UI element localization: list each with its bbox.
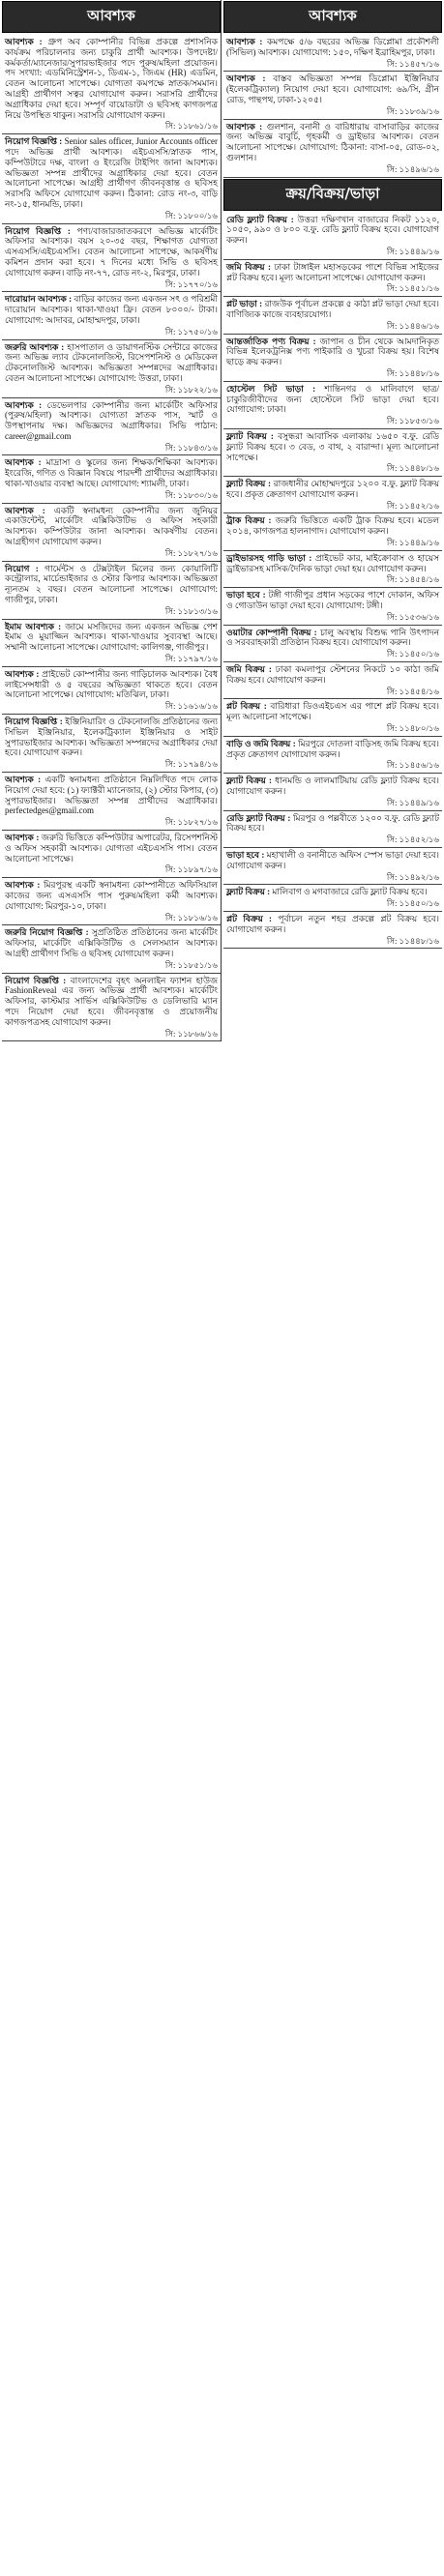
left-ads-list bbox=[2, 35, 221, 1041]
ad-body: গ্রুপ অব কোম্পানীর বিভিন্ন প্রকল্পে প্রশাসনিক কার্যক্রম পরিচালনার জন্য চাকুরি প্রার্থী আবশ্যক। উপদেষ্টা/কর্মকর্তা/ম্যানেজার/সুপারভাইজার পদে পুরুষ/মহিলা প্রয়োজন। পদ সংখ্যা: এডমিনিস্ট্রেশন-১, ডিএম-১, জিএম (HR) এডমিন, বেতন আলোচনা সাপেক্ষে। যোগ্যতা কমপক্ষে স্নাতক/সমমান। আগ্রহী প্রার্থীগণ সত্বর যোগাযোগ করুন। সরাসরি প্রার্থীদের অগ্রাধিকার দেয়া হবে। সম্পূর্ণ বায়োডাটা ও ছবিসহ কাগজপত্র নিয়ে উপস্থিত থাকুন। সরাসরি যোগাযোগ করুন। bbox=[5, 37, 218, 120]
ad-heading: নিয়োগ বিজ্ঞপ্তি : bbox=[5, 136, 63, 147]
classified-ad bbox=[223, 260, 442, 297]
classified-ad bbox=[2, 455, 221, 503]
ad-heading: নিয়োগ বিজ্ঞপ্তি : bbox=[5, 717, 63, 727]
ad-body: রাজউক পূর্বাচল প্রকল্পে ৫ কাঠা প্লট ভাড়া দেয়া হবে। বাণিজ্যিক কাজে ব্যবহারযোগ্য। bbox=[226, 299, 439, 319]
ad-body: জরুরি ভিত্তিতে একটি ট্রাক বিক্রয় হবে। মডেল ২০১৪, কাগজপত্র হালনাগাদ। যোগাযোগ করুন। bbox=[226, 515, 439, 537]
classified-ad bbox=[223, 811, 442, 848]
ad-reference: সি: ১১৮২৭/১৬ bbox=[164, 817, 218, 828]
right-column bbox=[223, 0, 442, 949]
classified-ad bbox=[2, 224, 221, 293]
ad-body: পূর্বাচল নতুন শহর প্রকল্পে প্লট বিক্রয় হবে। যোগাযোগ করুন। bbox=[226, 913, 439, 934]
classified-ad bbox=[223, 382, 442, 429]
ad-heading: নিয়োগ বিজ্ঞপ্তি : bbox=[5, 975, 67, 985]
ad-heading: আবশ্যক : bbox=[5, 37, 43, 46]
ad-reference: সি: ১১৮৬১/১৬ bbox=[164, 121, 218, 132]
ad-reference: সি: ১১৮৪৩/১৬ bbox=[164, 442, 218, 453]
ad-body: চালু অবস্থায় বিশুদ্ধ পানি উৎপাদন ও সরবরাহকারী প্রতিষ্ঠান বিক্রয় হবে। যোগাযোগ করুন। bbox=[226, 627, 439, 648]
ad-body: একটি স্বনামধন্য প্রতিষ্ঠানে নিম্নলিখিত পদে লোক নিয়োগ দেয়া হবে: (১) ফ্যাক্টরী ম্যানেজার, (২) স্টোর কিপার, (৩) সুপারভাইজার। অভিজ্ঞতা সম্পন্ন প্রার্থীদের অগ্রাধিকার। perfectedges@gmail.com bbox=[5, 775, 218, 816]
ad-body: গুলশান, বনানী ও বারিধারায় বাসাবাড়ির কাজের জন্য অভিজ্ঞ বাবুর্চি, গৃহকর্মী ও ড্রাইভার আবশ্যক। বেতন আলোচনা সাপেক্ষে। যোগাযোগ: ঠিকানা: বাসা-০৫, রোড-০২, গুলশান। bbox=[226, 121, 439, 162]
classified-ad bbox=[223, 699, 442, 736]
ad-heading: ওয়াটার কোম্পানী বিক্রয় : bbox=[226, 627, 317, 637]
ad-heading: ট্রাক বিক্রয় : bbox=[226, 515, 272, 526]
classified-ad bbox=[2, 292, 221, 339]
classified-ad bbox=[223, 848, 442, 885]
ad-heading: ফ্ল্যাট বিক্রয় : bbox=[226, 776, 272, 786]
ad-body: সুপ্রতিষ্ঠিত প্রতিষ্ঠানের জন্য মার্কেটিং অফিসার, মার্কেটিং এক্সিকিউটিভ ও সেলসম্যান আবশ্যক। আগ্রহী প্রার্থীগণ সিভি ও ছবিসহ যোগাযোগ করুন। bbox=[5, 927, 218, 958]
ad-body: কমপক্ষে ৫/৬ বছরের অভিজ্ঞ ডিপ্লোমা প্রকৌশলী (সিভিল) আবশ্যক। যোগাযোগ: ১৫০, দক্ষিণ ইব্রাহিমপুর, ঢাকা। bbox=[226, 37, 439, 57]
ad-reference: সি: ১১৮১৩/১৬ bbox=[164, 605, 218, 616]
ad-heading: নিয়োগ বিজ্ঞপ্তি : bbox=[5, 225, 71, 236]
ad-body: ঢাকা কমলাপুর স্টেশনের নিকটে ১০ কাঠা জমি বিক্রয় হবে। যোগাযোগ করুন। bbox=[226, 664, 439, 685]
ad-heading: জরুরি আবশ্যক : bbox=[5, 341, 65, 352]
ad-heading: জরুরি নিয়োগ বিজ্ঞপ্তি : bbox=[5, 927, 89, 938]
ad-reference: সি: ১১৭৫০/১৬ bbox=[164, 326, 218, 337]
ad-reference: সি: ১১৪৫৭/১৬ bbox=[386, 58, 439, 69]
ad-body: মহাখালী ও বনানীতে অফিস স্পেস ভাড়া দেয়া হবে। যোগাযোগ করুন। bbox=[226, 850, 440, 870]
ad-heading: আবশ্যক : bbox=[5, 880, 41, 891]
ad-heading: রেডি ফ্ল্যাট বিক্রয় : bbox=[226, 214, 294, 224]
classified-ad bbox=[223, 662, 442, 699]
ad-body: গার্মেন্টস ও টেক্সটাইল মিলের জন্য কোয়ালিটি কন্ট্রোলার, মার্চেন্ডাইজার ও স্টোর কিপার আবশ্যক। অভিজ্ঞতা ন্যূনতম ২ বছর। বেতন আলোচনা সাপেক্ষে। যোগাযোগ: গাজীপুর, ঢাকা। bbox=[5, 563, 219, 605]
ad-body: শান্তিনগর ও মালিবাগে ছাত্র/চাকুরিজীবীদের জন্য হোস্টেলে সিট ভাড়া দেয়া হবে। যোগাযোগ: ঢাকা। bbox=[226, 383, 439, 415]
ad-body: টঙ্গী গাজীপুর প্রধান সড়কের পাশে দোকান, অফিস ও গোডাউন ভাড়া দেয়া হবে। যোগাযোগ: টঙ্গী। bbox=[226, 590, 440, 611]
ad-body: মাদ্রাসা ও স্কুলের জন্য শিক্ষক/শিক্ষিকা আবশ্যক। ইংরেজি, গণিত ও বিজ্ঞান বিষয়ে পারদর্শী প্রার্থীদের অগ্রাধিকার। থাকা-খাওয়ার ব্যবস্থা আছে। যোগাযোগ: শ্যামলী, ঢাকা। bbox=[5, 457, 218, 489]
classified-ad bbox=[223, 513, 442, 550]
classified-ad bbox=[2, 134, 221, 223]
ad-reference: সি: ১১৪৪৯/১৬ bbox=[386, 246, 439, 256]
ad-reference: সি: ১১৮২২/১৬ bbox=[164, 384, 218, 395]
classified-ad bbox=[2, 831, 221, 878]
classified-ad bbox=[223, 72, 442, 119]
ad-heading: নিয়োগ : bbox=[5, 563, 39, 573]
classified-ad bbox=[223, 737, 442, 774]
ad-reference: সি: ১১৪৪৯/১৬ bbox=[386, 538, 439, 548]
ad-body: রাজধানীর মোহাম্মদপুরে ১২০০ ব.ফু. ফ্ল্যাট বিক্রয় হবে। প্রকৃত ক্রেতাগণ যোগাযোগ করুন। bbox=[226, 479, 439, 499]
ad-reference: সি: ১১৮২৭/১৬ bbox=[164, 547, 218, 558]
ad-body: মিরপুরস্থ একটি স্বনামধন্য কোম্পানীতে অফিসিয়াল কাজের জন্য এসএসসি পাস পুরুষ/মহিলা কর্মী আবশ্যক। যোগাযোগ: মিরপুর-১০, ঢাকা। bbox=[5, 880, 218, 911]
classified-ad bbox=[223, 626, 442, 662]
ad-body: ঢাকা টাঙ্গাইল মহাসড়কের পাশে বিভিন্ন সাইজের প্লট বিক্রয় হবে। মূল্য আলোচনা সাপেক্ষে। যোগাযোগ করুন। bbox=[226, 261, 439, 282]
ad-body: একটি স্বনামধন্য কোম্পানীর জন্য জুনিয়র একাউন্টেন্ট, মার্কেটিং এক্সিকিউটিভ ও অফিস সহকারী আবশ্যক। কম্পিউটার জানা আবশ্যক। আকর্ষণীয় বেতন। আগ্রহীগণ যোগাযোগ করুন। bbox=[5, 505, 218, 547]
classified-ad bbox=[2, 340, 221, 398]
ad-reference: সি: ১১৪৫১/১৬ bbox=[386, 283, 439, 294]
ad-body: উত্তরা দক্ষিণখান বাজারের নিকট ১১২০, ১০৫০, ৯৯০ ও ৮০০ ব.ফু. রেডি ফ্ল্যাট বিক্রয় হবে। যোগাযোগ করুন। bbox=[226, 214, 439, 246]
ad-heading: আবশ্যক : bbox=[226, 37, 263, 46]
ad-reference: সি: ১১৭৯৪/১৬ bbox=[164, 759, 218, 770]
classified-ad bbox=[2, 504, 221, 562]
ad-heading: আবশ্যক : bbox=[226, 73, 266, 84]
classified-ad bbox=[223, 297, 442, 334]
ad-heading: দারোয়ান আবশ্যক : bbox=[5, 294, 73, 305]
ad-reference: সি: ১১৪৪৮/১৬ bbox=[386, 463, 439, 474]
classified-ad bbox=[2, 667, 221, 715]
ad-reference: সি: ১১৭৭০/১৬ bbox=[164, 278, 218, 289]
ad-reference: সি: ১১৮১৬/১৬ bbox=[164, 912, 218, 922]
classified-ad bbox=[223, 551, 442, 588]
ad-heading: প্লট বিক্রয় : bbox=[226, 913, 273, 923]
ad-reference: সি: ১১৪৯৬/১৬ bbox=[386, 163, 439, 174]
right-ads-list bbox=[223, 35, 442, 178]
ad-reference: সি: ১১৮৩০/১৬ bbox=[164, 489, 218, 500]
ad-heading: ভাড়া হবে : bbox=[226, 850, 265, 860]
section-heading-left: আবশ্যক bbox=[2, 1, 221, 33]
section-heading-buy-sell-rent: ক্রয়/বিক্রয়/ভাড়া bbox=[223, 179, 442, 211]
classified-ad bbox=[2, 715, 221, 773]
ad-reference: সি: ১১৪৫৪/১৬ bbox=[386, 686, 439, 696]
ad-reference: সি: ১১৫৩৬/১৬ bbox=[386, 611, 439, 622]
classified-ad bbox=[2, 878, 221, 925]
ad-heading: আবশ্যক : bbox=[5, 505, 45, 515]
ad-body: Senior sales officer, Junior Accounts officer পদে অভিজ্ঞ প্রার্থী আবশ্যক। এইচএসসি/স্নাতক পাস, কম্পিউটারে দক্ষ, বাংলা ও ইংরেজি টাইপিং জানা আবশ্যক। অভিজ্ঞতা সম্পন্ন প্রার্থীদের অগ্রাধিকার দেয়া হবে। বেতন আলোচনা সাপেক্ষে। আগ্রহী প্রার্থীগণ জীবনবৃত্তান্ত ও ছবিসহ সরাসরি অফিসে যোগাযোগ করুন। ঠিকানা: রোড নং-৩, বাড়ি নং-১৫, ধানমন্ডি, ঢাকা। bbox=[5, 136, 219, 209]
ad-body: পণ্য/বাজারজাতকরণে অভিজ্ঞ মার্কেটিং অফিসার আবশ্যক। বয়স ২০-৩৫ বছর, শিক্ষাগত যোগ্যতা এসএসসি/এইচএসসি। বেতন আলোচনা সাপেক্ষে, আকর্ষণীয় কমিশন প্রদান করা হবে। ৭ দিনের মধ্যে সিভি ও ছবিসহ যোগাযোগ করুন। বাড়ি নং-৭৭, রোড নং-২, মিরপুর, ঢাকা। bbox=[5, 225, 218, 278]
ad-heading: ফ্ল্যাট বিক্রয় : bbox=[226, 430, 274, 441]
ad-body: মালিবাগ ও মগবাজারে রেডি ফ্ল্যাট বিক্রয় হবে। bbox=[272, 887, 428, 897]
ad-heading: ফ্ল্যাট বিক্রয় : bbox=[226, 479, 271, 489]
ad-heading: রেডি ফ্ল্যাট বিক্রয় : bbox=[226, 812, 291, 823]
ad-body: ধানমন্ডি ও লালমাটিয়ায় রেডি ফ্ল্যাট বিক্রয় হবে। যোগাযোগ করুন। bbox=[226, 776, 439, 797]
ad-body: বাংলাদেশের বৃহৎ অনলাইন ফ্যাশন হাউজ FashionReveal এর জন্য অভিজ্ঞ প্রার্থী আবশ্যক। মার্কেটিং অফিসার, কাস্টমার সার্ভিস এক্সিকিউটিভ ও ডেলিভারি ম্যান পদে নিয়োগ দেয়া হবে। জীবনবৃত্তান্ত ও প্রয়োজনীয় কাগজপত্রসহ যোগাযোগ করুন। bbox=[5, 975, 219, 1027]
classified-ad bbox=[2, 620, 221, 667]
ad-reference: সি: ১১৪৫০/১৬ bbox=[386, 649, 439, 659]
ad-heading: আবশ্যক : bbox=[5, 668, 40, 679]
left-column bbox=[2, 0, 222, 1041]
classified-ad bbox=[2, 35, 221, 134]
ad-reference: সি: ১১৪৫৬/১৬ bbox=[386, 760, 439, 771]
ad-reference: সি: ১১৪৪৮/১৬ bbox=[386, 367, 439, 378]
ad-body: মিরপুরে দোতলা বাড়িসহ জমি বিক্রয় হবে। প্রকৃত ক্রেতাগণ যোগাযোগ করুন। bbox=[226, 738, 439, 759]
ad-heading: হোস্টেল সিট ভাড়া : bbox=[226, 383, 316, 394]
ad-heading: জমি বিক্রয় : bbox=[226, 261, 271, 272]
ad-heading: আন্তর্জাতিক পণ্য বিক্রয় : bbox=[226, 336, 316, 346]
ad-reference: সি: ১১৮৩৯/১৬ bbox=[386, 105, 439, 116]
ad-heading: আবশ্যক : bbox=[5, 399, 43, 410]
classified-ad bbox=[223, 774, 442, 810]
ad-heading: ড্রাইভারসহ গাড়ি ভাড়া : bbox=[226, 552, 312, 563]
ad-heading: বাড়ি ও জমি বিক্রয় : bbox=[226, 738, 296, 748]
ad-body: মিরপুর ও পল্লবীতে ১২০০ ব.ফু. রেডি ফ্ল্যাট বিক্রয় হবে। bbox=[226, 812, 439, 834]
classified-ad bbox=[2, 562, 221, 620]
classified-ad bbox=[2, 398, 221, 456]
ad-heading: প্লট বিক্রয় : bbox=[226, 701, 267, 712]
classified-ad bbox=[223, 35, 442, 72]
ad-reference: সি: ১১৮৯৭/১৬ bbox=[164, 864, 218, 875]
classified-ad bbox=[223, 213, 442, 260]
ad-body: বসুন্ধরা আবাসিক এলাকায় ১৬৫০ ব.ফু. রেডি ফ্ল্যাট বিক্রয় হবে। ৩ বেড, ৩ বাথ, ২ বারান্দা। মূল্য আলোচনা সাপেক্ষে। bbox=[226, 430, 440, 462]
ad-reference: সি: ১১৬১৬/১৬ bbox=[164, 701, 218, 712]
ad-reference: সি: ১১৮৫১/১৬ bbox=[164, 959, 218, 970]
ad-reference: সি: ১১৪৪৬/১৬ bbox=[386, 320, 439, 331]
classified-ad bbox=[223, 588, 442, 625]
ad-reference: সি: ১১৪৯২/১৬ bbox=[386, 871, 439, 882]
classified-ad bbox=[2, 925, 221, 973]
ad-body: বাড়ির কাজের জন্য একজন সৎ ও পরিশ্রমী দারোয়ান আবশ্যক। থাকা-খাওয়া ফ্রি। বেতন ৮০০০/- টাকা। যোগাযোগ: আদাবর, মোহাম্মদপুর, ঢাকা। bbox=[5, 294, 218, 325]
ad-reference: সি: ১১৪৫৪/১৬ bbox=[386, 574, 439, 585]
ad-body: জাপান ও চীন থেকে আমদানিকৃত বিভিন্ন ইলেকট্রনিক্স পণ্য পাইকারি ও খুচরা বিক্রয় হয়। বিশেষ ছাড়ে ক্রয় করুন। bbox=[226, 336, 440, 367]
ad-heading: আবশ্যক : bbox=[5, 832, 40, 842]
buy-sell-rent-ads-list bbox=[223, 213, 442, 950]
ad-reference: সি: ১১৮০০/১৬ bbox=[164, 210, 218, 220]
classified-ad bbox=[223, 335, 442, 382]
ad-body: প্রাইভেট কোম্পানীর জন্য গাড়িচালক আবশ্যক। বৈধ লাইসেন্সধারী ও ৫ বছরের অভিজ্ঞতা থাকতে হবে। বেতন আলোচনা সাপেক্ষে। যোগাযোগ: মতিঝিল, ঢাকা। bbox=[5, 668, 219, 700]
ad-heading: আবশ্যক : bbox=[5, 775, 42, 784]
ad-reference: সি: ১১৪৫০/১৬ bbox=[386, 898, 439, 909]
ad-heading: আবশ্যক : bbox=[226, 121, 263, 132]
classified-ad bbox=[223, 912, 442, 949]
ad-reference: সি: ১১৪৮০/১৬ bbox=[386, 723, 439, 734]
ad-body: ইঞ্জিনিয়ারিং ও টেকনোলজি প্রতিষ্ঠানের জন্য সিভিল ইঞ্জিনিয়ার, ইলেকট্রিক্যাল ইঞ্জিনিয়ার ও সাইট সুপারভাইজার আবশ্যক। অভিজ্ঞতা সম্পন্নদের অগ্রাধিকার দেয়া হবে। যোগাযোগ করুন। bbox=[5, 717, 218, 758]
ad-reference: সি: ১১৪৪৯/১৬ bbox=[386, 797, 439, 807]
ad-heading: ভাড়া হবে : bbox=[226, 590, 266, 600]
ad-body: বাস্তব অভিজ্ঞতা সম্পন্ন ডিপ্লোমা ইঞ্জিনিয়ার (ইলেকট্রিক্যাল) নিয়োগ দেয়া হবে। যোগাযোগ: ৬৯/সি, গ্রীন রোড, পান্থপথ, ঢাকা-১২০৫। bbox=[226, 73, 439, 104]
ad-heading: প্লট ভাড়া : bbox=[226, 299, 263, 309]
section-heading-right: আবশ্যক bbox=[223, 1, 442, 33]
classified-ad bbox=[223, 120, 442, 178]
classified-ad bbox=[2, 974, 221, 1042]
ad-body: জরুরি ভিত্তিতে কম্পিউটার অপারেটর, রিসেপশনিস্ট ও অফিস সহকারী আবশ্যক। যোগ্যতা এইচএসসি পাস। বেতন আলোচনা সাপেক্ষে। bbox=[5, 832, 218, 864]
ad-reference: সি: ১১৪৫২/১৬ bbox=[386, 834, 439, 845]
classified-ad bbox=[223, 477, 442, 513]
ad-body: বারিধারা ডিওএইচএস এর পাশে প্লট বিক্রয় হবে। মূল্য আলোচনা সাপেক্ষে। bbox=[226, 701, 439, 722]
ad-heading: জমি বিক্রয় : bbox=[226, 664, 272, 675]
ad-reference: সি: ১১৭৯৭/১৬ bbox=[164, 654, 218, 664]
ad-reference: সি: ১১৮৬৬/১৬ bbox=[164, 1028, 218, 1039]
ad-reference: সি: ১১৪৪৮/১৬ bbox=[386, 935, 439, 946]
ad-body: জামে মসজিদের জন্য একজন অভিজ্ঞ পেশ ইমাম ও মুয়াজ্জিন আবশ্যক। থাকা-খাওয়ার সুব্যবস্থা আছে। সম্মানী আলোচনা সাপেক্ষে। যোগাযোগ: কালিগঞ্জ, গাজীপুর। bbox=[5, 621, 218, 653]
classified-ad bbox=[2, 773, 221, 831]
classified-ad bbox=[223, 429, 442, 477]
ad-reference: সি: ১১৪৫২/১৬ bbox=[386, 500, 439, 511]
ad-body: ডেভেলপার কোম্পানীর জন্য মার্কেটিং অফিসার (পুরুষ/মহিলা) আবশ্যক। যোগ্যতা স্নাতক পাস, স্মার্ট ও উপস্থাপনায় দক্ষ। অভিজ্ঞদের অগ্রাধিকার। সিভি পাঠান: career@gmail.com bbox=[5, 399, 218, 441]
ad-heading: ইমাম আবশ্যক : bbox=[5, 621, 62, 631]
ad-body: প্রাইভেট কার, মাইক্রোবাস ও হায়েস ড্রাইভারসহ মাসিক/দৈনিক ভাড়া দেয়া হয়। যোগাযোগ করুন। bbox=[226, 552, 439, 573]
ad-body: হাসপাতাল ও ডায়াগনস্টিক সেন্টারে কাজের জন্য অভিজ্ঞ ল্যাব টেকনোলজিস্ট, রিসেপশনিস্ট ও মেডিকেল টেকনোলজিস্ট আবশ্যক। অভিজ্ঞতা সম্পন্নদের অগ্রাধিকার। বেতন আলোচনা সাপেক্ষে। যোগাযোগ: উত্তরা, ঢাকা। bbox=[5, 341, 219, 383]
ad-reference: সি: ১১৮৫৩/১৬ bbox=[386, 416, 439, 426]
classified-ad bbox=[223, 885, 442, 912]
ad-heading: ফ্ল্যাট বিক্রয় : bbox=[226, 887, 271, 897]
ad-heading: আবশ্যক : bbox=[5, 457, 42, 468]
